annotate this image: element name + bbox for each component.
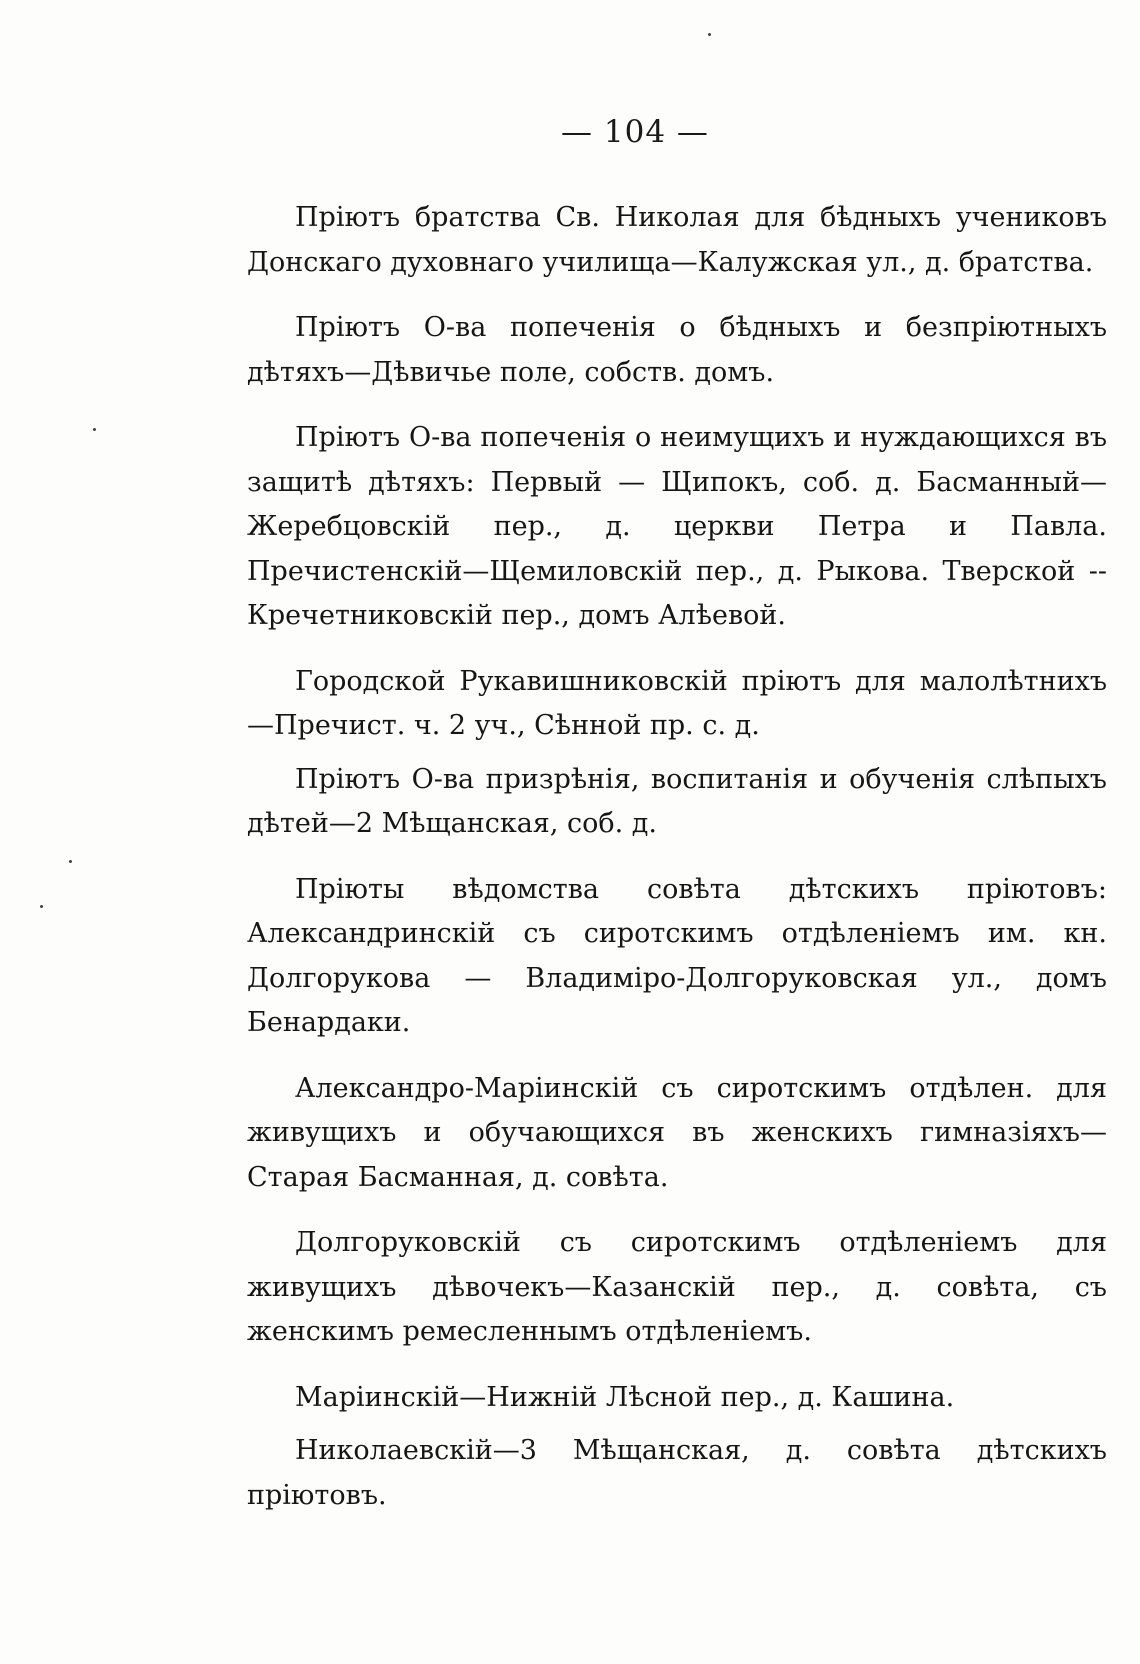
paragraph: Пріютъ братства Св. Николая для бѣдныхъ учениковъ Донскаго духовнаго училища—Калужская ул., д. братства.	[247, 202, 1107, 278]
scan-speck	[708, 33, 711, 36]
paragraph: Маріинскій—Нижній Лѣсной пер., д. Кашина.	[295, 1381, 955, 1413]
paragraph: Долгоруковскій съ сиротскимъ отдѣленіемъ для живущихъ дѣвочекъ—Казанскій пер., д. совѣта, съ женскимъ ремесленнымъ отдѣленіемъ.	[247, 1227, 1107, 1347]
paragraph: Александро-Маріинскій съ сиротскимъ отдѣлен. для живущихъ и обучающихся въ женскихъ гимназіяхъ—Старая Басманная, д. совѣта.	[247, 1072, 1107, 1193]
paragraph: Пріютъ О-ва призрѣнія, воспитанія и обученія слѣпыхъ дѣтей—2 Мѣщанская, соб. д.	[247, 763, 1107, 839]
text-body	[247, 196, 1107, 1539]
scan-speck	[40, 905, 43, 908]
page-number: — 104 —	[561, 114, 709, 150]
paragraph: Пріюты вѣдомства совѣта дѣтскихъ пріютовъ: Александринскій съ сиротскимъ отдѣленіемъ им. кн. Долгорукова — Владиміро-Долгоруковская ул., домъ Бенардаки.	[247, 873, 1107, 1038]
paragraph: Пріютъ О-ва попеченія о бѣдныхъ и безпріютныхъ дѣтяхъ—Дѣвичье поле, собств. домъ.	[247, 312, 1107, 388]
scan-speck	[69, 860, 72, 863]
paragraph: Городской Рукавишниковскій пріютъ для малолѣтнихъ—Пречист. ч. 2 уч., Сѣнной пр. с. д.	[247, 665, 1107, 741]
paragraph: Пріютъ О-ва попеченія о неимущихъ и нуждающихся въ защитѣ дѣтяхъ: Первый — Щипокъ, соб. д. Басманный—Жеребцовскій пер., д. церкви Петра и Павла. Пречистенскій—Щемиловскій пер., д. Рыкова. Тверской -- Кречетниковскій пер., домъ Алѣевой.	[247, 422, 1107, 631]
scan-speck	[93, 428, 96, 431]
paragraph: Николаевскій—3 Мѣщанская, д. совѣта дѣтскихъ пріютовъ.	[247, 1435, 1107, 1511]
